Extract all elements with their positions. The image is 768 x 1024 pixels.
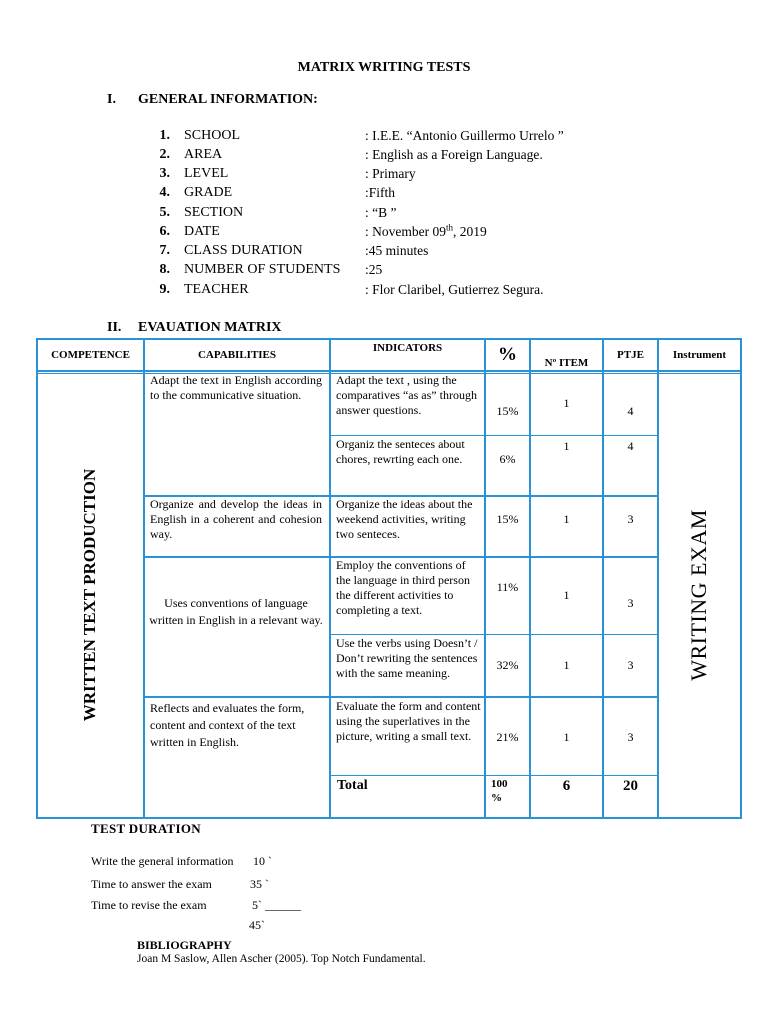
section-2-title: EVAUATION MATRIX: [138, 320, 282, 335]
info-label-teacher: TEACHER: [184, 282, 249, 297]
bibliography-entry: Joan M Saslow, Allen Ascher (2005). Top Notch Fundamental.: [137, 953, 426, 965]
info-label-class-duration: CLASS DURATION: [184, 243, 303, 258]
table-border: [330, 435, 658, 436]
info-number: 9.: [159, 282, 170, 297]
indicator-cell: Employ the conventions of the language in third person the different activities to completing a text.: [336, 558, 470, 617]
table-border: [657, 338, 659, 819]
section-2-number: II.: [107, 320, 122, 335]
info-value-section: : “B ”: [365, 205, 397, 220]
info-value-teacher: : Flor Claribel, Gutierrez Segura.: [365, 282, 544, 297]
total-label: Total: [337, 778, 368, 793]
info-label-number-of-students: NUMBER OF STUDENTS: [184, 262, 341, 277]
percent-cell: 32%: [496, 658, 519, 672]
percent-cell: 21%: [496, 730, 519, 744]
indicator-cell: Use the verbs using Doesn’t / Don’t rewriting the sentences with the same meaning.: [336, 636, 478, 680]
percent-cell: 11%: [496, 580, 519, 594]
ptje-cell: 3: [627, 596, 634, 610]
info-label-grade: GRADE: [184, 185, 233, 200]
table-border: [143, 696, 658, 698]
header-percent: %: [498, 344, 517, 365]
item-cell: 1: [563, 396, 570, 410]
table-border: [329, 338, 331, 819]
header-capabilities: CAPABILITIES: [197, 349, 277, 361]
percent-cell: 15%: [496, 512, 519, 526]
capability-cell: Uses conventions of language written in English in a relevant way.: [149, 596, 323, 627]
duration-label: Time to revise the exam: [91, 898, 207, 912]
section-1-number: I.: [107, 92, 116, 107]
test-duration-title: TEST DURATION: [91, 821, 201, 836]
info-number: 8.: [159, 262, 170, 277]
table-border: [36, 370, 742, 372]
indicator-cell: Evaluate the form and content using the superlatives in the picture, writing a small text.: [336, 699, 481, 743]
percent-cell: 15%: [496, 404, 519, 418]
duration-value: 35 `: [250, 877, 269, 891]
bibliography-title: BIBLIOGRAPHY: [137, 938, 232, 952]
duration-value: 10 `: [253, 854, 272, 868]
section-1-title: GENERAL INFORMATION:: [138, 92, 318, 107]
ptje-cell: 3: [627, 658, 634, 672]
info-number: 4.: [159, 185, 170, 200]
table-border: [36, 338, 38, 819]
table-border: [36, 338, 742, 340]
info-value-date: : November 09th, 2019: [365, 222, 487, 239]
info-number: 1.: [159, 128, 170, 143]
item-cell: 1: [563, 439, 570, 453]
info-value-class-duration: :45 minutes: [365, 243, 429, 258]
info-value-school: : I.E.E. “Antonio Guillermo Urrelo ”: [365, 128, 564, 143]
info-number: 5.: [159, 205, 170, 220]
item-cell: 1: [563, 730, 570, 744]
header-instrument: Instrument: [672, 349, 727, 361]
info-label-level: LEVEL: [184, 166, 229, 181]
ptje-cell: 3: [627, 512, 634, 526]
info-label-area: AREA: [184, 147, 223, 162]
total-percent: 100 %: [491, 778, 508, 804]
info-number: 2.: [159, 147, 170, 162]
info-number: 7.: [159, 243, 170, 258]
item-cell: 1: [563, 588, 570, 602]
document-title: MATRIX WRITING TESTS: [297, 60, 471, 75]
item-cell: 1: [563, 512, 570, 526]
duration-label: Write the general information: [91, 854, 234, 868]
item-cell: 1: [563, 658, 570, 672]
info-number: 6.: [159, 224, 170, 239]
competence-cell: WRITTEN TEXT PRODUCTION: [80, 468, 99, 722]
info-value-grade: :Fifth: [365, 185, 396, 200]
total-item: 6: [562, 778, 571, 794]
header-item: Nº ITEM: [544, 357, 589, 369]
capability-cell: Reflects and evaluates the form, content and context of the text written in English.: [150, 701, 305, 749]
indicator-cell: Adapt the text , using the comparatives “as as” through answer questions.: [336, 373, 477, 417]
table-border: [330, 775, 658, 776]
table-border: [740, 338, 742, 819]
ptje-cell: 4: [627, 404, 634, 418]
info-value-number-of-students: :25: [365, 262, 383, 277]
percent-cell: 6%: [499, 452, 516, 466]
table-border: [36, 817, 742, 819]
header-competence: COMPETENCE: [51, 349, 130, 361]
duration-total: 45`: [249, 918, 265, 932]
indicator-cell: Organiz the senteces about chores, rewrting each one.: [336, 437, 465, 466]
capability-cell: Adapt the text in English according to the communicative situation.: [150, 373, 322, 402]
info-label-section: SECTION: [184, 205, 244, 220]
info-value-area: : English as a Foreign Language.: [365, 147, 543, 162]
table-border: [143, 338, 145, 819]
info-label-date: DATE: [184, 224, 220, 239]
table-border: [330, 634, 658, 635]
ptje-cell: 3: [627, 730, 634, 744]
total-ptje: 20: [623, 778, 638, 794]
ptje-cell: 4: [627, 439, 634, 453]
duration-value: 5` ______: [252, 898, 301, 912]
header-indicators: INDICATORS: [372, 342, 443, 354]
indicator-cell: Organize the ideas about the weekend activities, writing two senteces.: [336, 497, 473, 541]
info-value-level: : Primary: [365, 166, 416, 181]
capability-cell: Organize and develop the ideas in English in a coherent and cohesion way.: [150, 497, 322, 541]
header-ptje: PTJE: [617, 349, 644, 361]
duration-label: Time to answer the exam: [91, 877, 212, 891]
instrument-cell: WRITING EXAM: [686, 509, 711, 681]
info-label-school: SCHOOL: [184, 128, 241, 143]
info-number: 3.: [159, 166, 170, 181]
